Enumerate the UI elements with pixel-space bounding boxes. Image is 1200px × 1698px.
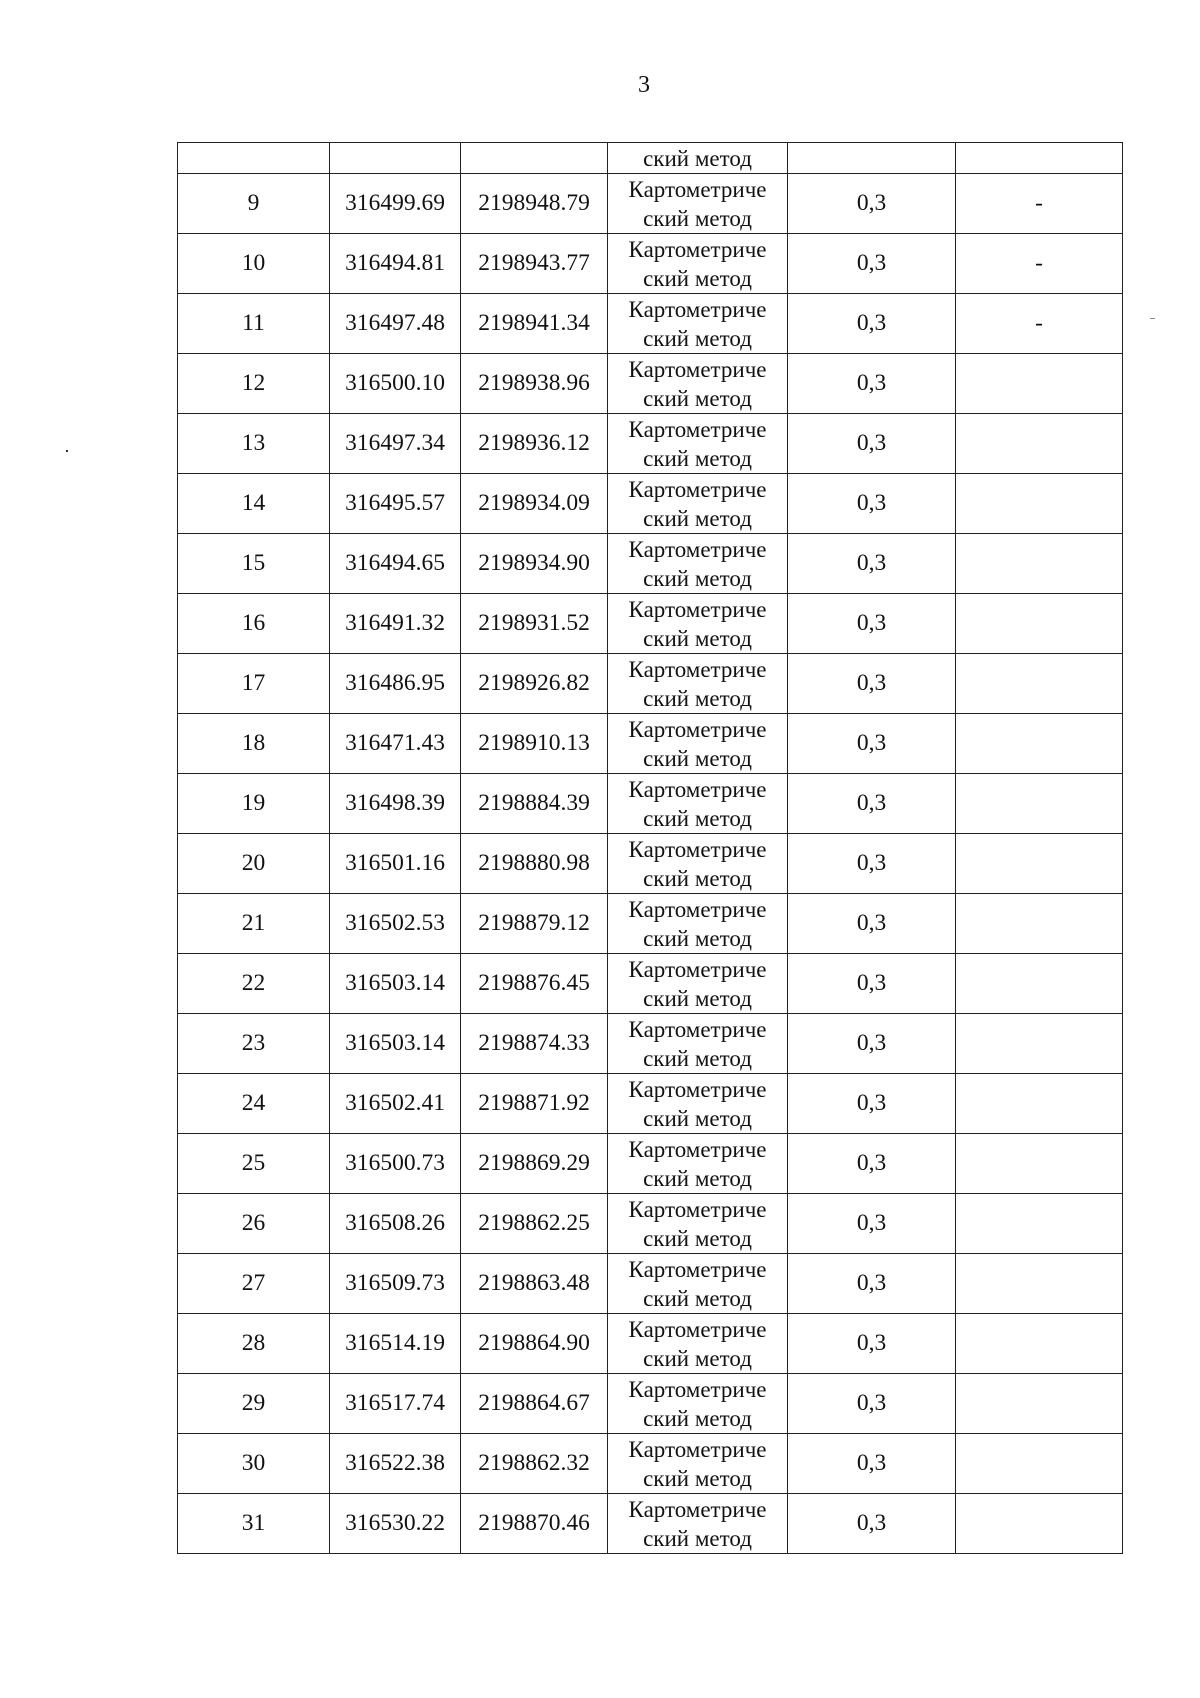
method-line-1: Картометриче (628, 296, 767, 322)
cell-method (608, 174, 788, 234)
cell-note (956, 1194, 1123, 1254)
cell-method (608, 1434, 788, 1494)
cell-accuracy: 0,3 (788, 1014, 956, 1074)
cell-x: 316497.48 (330, 294, 461, 354)
cell-y: 2198871.92 (461, 1074, 608, 1134)
table-row (178, 654, 1123, 714)
cell-note (956, 534, 1123, 594)
cell-note (956, 774, 1123, 834)
cell-note (956, 1254, 1123, 1314)
cell-y: 2198863.48 (461, 1254, 608, 1314)
method-line-2: ский метод (643, 985, 752, 1011)
method-line-2: ский метод (643, 1465, 752, 1491)
cell-accuracy: 0,3 (788, 474, 956, 534)
method-line-2: ский метод (643, 205, 752, 231)
table-row (178, 774, 1123, 834)
cell-num: 22 (178, 954, 330, 1014)
method-line-1: Картометриче (628, 1256, 767, 1282)
method-line-1: Картометриче (628, 716, 767, 742)
cell-accuracy (788, 143, 956, 174)
cell-note (956, 414, 1123, 474)
cell-method (608, 294, 788, 354)
cell-num: 13 (178, 414, 330, 474)
cell-num: 11 (178, 294, 330, 354)
cell-x: 316514.19 (330, 1314, 461, 1374)
cell-accuracy: 0,3 (788, 594, 956, 654)
table-row (178, 294, 1123, 354)
cell-method (608, 954, 788, 1014)
method-line-1: Картометриче (628, 1316, 767, 1342)
cell-accuracy: 0,3 (788, 534, 956, 594)
method-line-2: ский метод (643, 1225, 752, 1251)
cell-num: 18 (178, 714, 330, 774)
cell-accuracy: 0,3 (788, 834, 956, 894)
table-row (178, 714, 1123, 774)
method-line-1: Картометриче (628, 1076, 767, 1102)
cell-method (608, 774, 788, 834)
cell-num: 30 (178, 1434, 330, 1494)
cell-y (461, 143, 608, 174)
method-line-2: ский метод (643, 625, 752, 651)
cell-accuracy: 0,3 (788, 1374, 956, 1434)
cell-y: 2198943.77 (461, 234, 608, 294)
cell-y: 2198934.90 (461, 534, 608, 594)
cell-y: 2198936.12 (461, 414, 608, 474)
table-row (178, 1194, 1123, 1254)
cell-y: 2198862.25 (461, 1194, 608, 1254)
table-row (178, 474, 1123, 534)
cell-method (608, 834, 788, 894)
cell-num: 17 (178, 654, 330, 714)
cell-num: 9 (178, 174, 330, 234)
method-line-1: Картометриче (628, 896, 767, 922)
method-line-1: Картометриче (628, 416, 767, 442)
method-line-1: Картометриче (628, 596, 767, 622)
method-line-1: Картометриче (628, 1436, 767, 1462)
cell-x: 316501.16 (330, 834, 461, 894)
method-line-2: ский метод (643, 1345, 752, 1371)
cell-num: 21 (178, 894, 330, 954)
table-row (178, 1254, 1123, 1314)
cell-x: 316503.14 (330, 1014, 461, 1074)
cell-accuracy: 0,3 (788, 954, 956, 1014)
cell-y: 2198876.45 (461, 954, 608, 1014)
table-row (178, 954, 1123, 1014)
cell-note: - (956, 174, 1123, 234)
method-line-1: Картометриче (628, 956, 767, 982)
table-body (178, 143, 1123, 1554)
cell-num: 29 (178, 1374, 330, 1434)
cell-method (608, 1314, 788, 1374)
cell-y: 2198941.34 (461, 294, 608, 354)
cell-accuracy: 0,3 (788, 714, 956, 774)
method-line-2: ский метод (643, 385, 752, 411)
cell-x: 316517.74 (330, 1374, 461, 1434)
cell-num: 12 (178, 354, 330, 414)
cell-note (956, 1134, 1123, 1194)
cell-accuracy: 0,3 (788, 1194, 956, 1254)
cell-note (956, 474, 1123, 534)
cell-accuracy: 0,3 (788, 1314, 956, 1374)
cell-num: 15 (178, 534, 330, 594)
method-line-2: ский метод (643, 1045, 752, 1071)
page-number: 3 (638, 72, 650, 98)
cell-note (956, 1434, 1123, 1494)
cell-x: 316494.65 (330, 534, 461, 594)
cell-x: 316494.81 (330, 234, 461, 294)
cell-num (178, 143, 330, 174)
method-line-1: Картометриче (628, 836, 767, 862)
cell-accuracy: 0,3 (788, 414, 956, 474)
method-line-1: Картометриче (628, 776, 767, 802)
cell-y: 2198884.39 (461, 774, 608, 834)
cell-note (956, 1014, 1123, 1074)
cell-note (956, 954, 1123, 1014)
cell-num: 10 (178, 234, 330, 294)
method-line-2: ский метод (643, 925, 752, 951)
cell-y: 2198948.79 (461, 174, 608, 234)
cell-x (330, 143, 461, 174)
cell-method (608, 594, 788, 654)
cell-note (956, 1074, 1123, 1134)
cell-y: 2198874.33 (461, 1014, 608, 1074)
method-line-1: Картометриче (628, 476, 767, 502)
scan-dot (66, 450, 68, 452)
table-row (178, 174, 1123, 234)
table-row (178, 414, 1123, 474)
cell-x: 316471.43 (330, 714, 461, 774)
cell-accuracy: 0,3 (788, 654, 956, 714)
cell-method (608, 1374, 788, 1434)
table-row (178, 894, 1123, 954)
cell-method (608, 354, 788, 414)
cell-method (608, 1494, 788, 1554)
cell-method (608, 474, 788, 534)
method-line-2: ский метод (643, 865, 752, 891)
cell-method: ский метод (608, 143, 788, 174)
method-line-2: ский метод (643, 805, 752, 831)
cell-x: 316509.73 (330, 1254, 461, 1314)
cell-num: 26 (178, 1194, 330, 1254)
method-line-2: ский метод (643, 325, 752, 351)
cell-note (956, 594, 1123, 654)
cell-accuracy: 0,3 (788, 174, 956, 234)
method-line-2: ский метод (643, 745, 752, 771)
method-line-2: ский метод (643, 685, 752, 711)
cell-note (956, 354, 1123, 414)
cell-method (608, 1014, 788, 1074)
cell-accuracy: 0,3 (788, 1134, 956, 1194)
table-row-continued (178, 143, 1123, 174)
method-line-1: Картометриче (628, 1136, 767, 1162)
cell-y: 2198862.32 (461, 1434, 608, 1494)
method-line-1: Картометриче (628, 356, 767, 382)
cell-num: 24 (178, 1074, 330, 1134)
cell-accuracy: 0,3 (788, 354, 956, 414)
cell-method (608, 534, 788, 594)
cell-note (956, 654, 1123, 714)
cell-y: 2198931.52 (461, 594, 608, 654)
table-row (178, 1374, 1123, 1434)
method-line-2: ский метод (643, 1165, 752, 1191)
scan-tick (1150, 318, 1155, 319)
cell-method (608, 1074, 788, 1134)
cell-y: 2198926.82 (461, 654, 608, 714)
cell-x: 316486.95 (330, 654, 461, 714)
cell-note: - (956, 234, 1123, 294)
cell-note (956, 1374, 1123, 1434)
cell-x: 316502.53 (330, 894, 461, 954)
cell-y: 2198870.46 (461, 1494, 608, 1554)
cell-note (956, 714, 1123, 774)
cell-num: 27 (178, 1254, 330, 1314)
cell-num: 23 (178, 1014, 330, 1074)
cell-note (956, 1494, 1123, 1554)
cell-accuracy: 0,3 (788, 1434, 956, 1494)
method-line-2: ский метод (643, 445, 752, 471)
cell-note (956, 1314, 1123, 1374)
cell-note (956, 894, 1123, 954)
method-line-2: ский метод (643, 1105, 752, 1131)
cell-method (608, 234, 788, 294)
cell-method (608, 1134, 788, 1194)
cell-x: 316500.10 (330, 354, 461, 414)
cell-accuracy: 0,3 (788, 774, 956, 834)
table-row (178, 354, 1123, 414)
method-line-2: ский метод (643, 265, 752, 291)
cell-x: 316530.22 (330, 1494, 461, 1554)
cell-accuracy: 0,3 (788, 1254, 956, 1314)
cell-num: 28 (178, 1314, 330, 1374)
method-line-2: ский метод (643, 1285, 752, 1311)
cell-x: 316503.14 (330, 954, 461, 1014)
cell-accuracy: 0,3 (788, 234, 956, 294)
cell-note: - (956, 294, 1123, 354)
cell-y: 2198880.98 (461, 834, 608, 894)
method-line-1: Картометриче (628, 1496, 767, 1522)
cell-num: 20 (178, 834, 330, 894)
cell-method (608, 654, 788, 714)
cell-accuracy: 0,3 (788, 1494, 956, 1554)
cell-num: 25 (178, 1134, 330, 1194)
cell-num: 19 (178, 774, 330, 834)
cell-x: 316522.38 (330, 1434, 461, 1494)
cell-method (608, 894, 788, 954)
table-row (178, 1134, 1123, 1194)
method-line-1: Картометриче (628, 1376, 767, 1402)
cell-method (608, 714, 788, 774)
cell-num: 31 (178, 1494, 330, 1554)
cell-accuracy: 0,3 (788, 1074, 956, 1134)
method-line-2: ский метод (643, 565, 752, 591)
cell-accuracy: 0,3 (788, 294, 956, 354)
cell-note (956, 143, 1123, 174)
cell-y: 2198910.13 (461, 714, 608, 774)
cell-x: 316502.41 (330, 1074, 461, 1134)
method-line-2: ский метод (643, 1525, 752, 1551)
method-line-1: Картометриче (628, 656, 767, 682)
table-row (178, 834, 1123, 894)
cell-y: 2198869.29 (461, 1134, 608, 1194)
cell-num: 16 (178, 594, 330, 654)
table-row (178, 1314, 1123, 1374)
table-row (178, 594, 1123, 654)
table-row (178, 1074, 1123, 1134)
cell-method (608, 1194, 788, 1254)
cell-x: 316498.39 (330, 774, 461, 834)
table-row (178, 234, 1123, 294)
cell-num: 14 (178, 474, 330, 534)
cell-accuracy: 0,3 (788, 894, 956, 954)
cell-y: 2198864.90 (461, 1314, 608, 1374)
cell-y: 2198864.67 (461, 1374, 608, 1434)
cell-y: 2198879.12 (461, 894, 608, 954)
cell-method (608, 414, 788, 474)
cell-x: 316500.73 (330, 1134, 461, 1194)
cell-x: 316491.32 (330, 594, 461, 654)
table-row (178, 1014, 1123, 1074)
cell-y: 2198934.09 (461, 474, 608, 534)
method-line-1: Картометриче (628, 1196, 767, 1222)
table-row (178, 1434, 1123, 1494)
table-row (178, 1494, 1123, 1554)
method-line-1: Картометриче (628, 176, 767, 202)
method-line-1: Картометриче (628, 236, 767, 262)
cell-x: 316495.57 (330, 474, 461, 534)
table-row (178, 534, 1123, 594)
cell-y: 2198938.96 (461, 354, 608, 414)
cell-note (956, 834, 1123, 894)
method-line-1: Картометриче (628, 1016, 767, 1042)
cell-x: 316499.69 (330, 174, 461, 234)
cell-method (608, 1254, 788, 1314)
method-line-2: ский метод (643, 1405, 752, 1431)
method-line-1: Картометриче (628, 536, 767, 562)
method-line-2: ский метод (643, 505, 752, 531)
coordinates-table (177, 142, 1123, 1554)
cell-x: 316508.26 (330, 1194, 461, 1254)
cell-x: 316497.34 (330, 414, 461, 474)
